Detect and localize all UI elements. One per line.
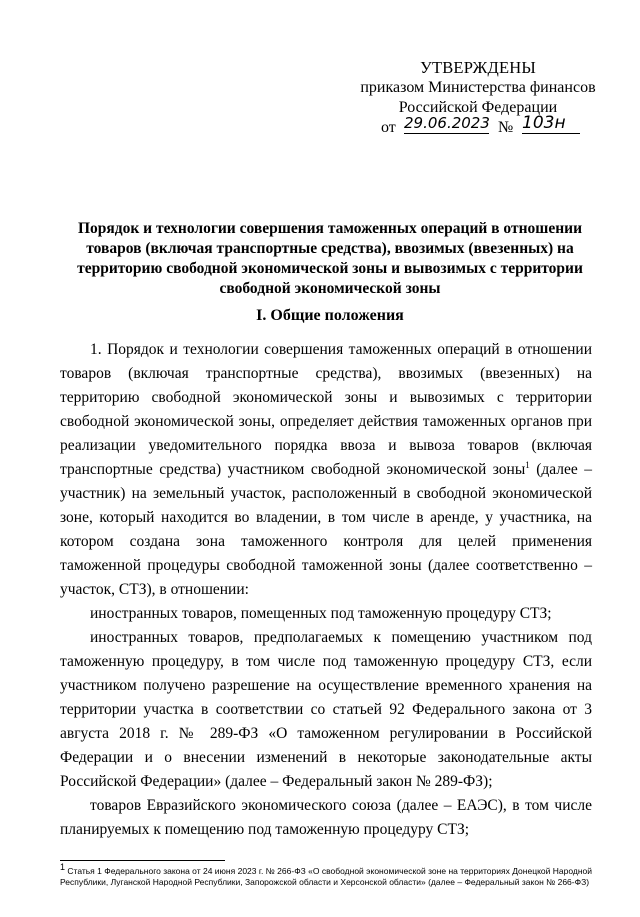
- approval-block: [360, 58, 596, 140]
- paragraph-1: [60, 338, 592, 602]
- footnote-text: Статья 1 Федерального закона от 24 июня 2023 г. № 266-ФЗ «О свободной экономической зоне на территориях Донецкой Народной Республики, Луганской Народной Республики, Запорожской области и Херсонской области» (далее – Федеральный закон № 266-ФЗ): [60, 866, 592, 887]
- handwritten-order-number: 103н: [522, 113, 580, 134]
- approval-heading: УТВЕРЖДЕНЫ: [420, 58, 536, 77]
- paragraph-1-text-cont: (далее – участник) на земельный участок, расположенный в свободной экономической зоне, который находится во владении, в том числе в аренде, у участника, на котором создана зона таможенного контроля для целей применения таможенной процедуры свободной таможенной зоны (далее соответственно – участок, СТЗ), в отношении:: [60, 461, 593, 598]
- document-title: Порядок и технологии совершения таможенных операций в отношении товаров (включая транспортные средства), ввозимых (ввезенных) на территорию свободной экономической зоны и вывозимых с территории свободной экономической зоны: [77, 220, 583, 297]
- approval-line-federation: Российской Федерации: [398, 99, 558, 116]
- number-prefix: №: [498, 119, 514, 136]
- footnote-reference: 1: [525, 459, 530, 470]
- handwritten-date: 29.06.2023: [404, 114, 490, 132]
- paragraph-2: иностранных товаров, помещенных под таможенную процедуру СТЗ;: [90, 605, 552, 622]
- approval-line-ministry: приказом Министерства финансов: [360, 79, 596, 96]
- footnote-marker: 1: [60, 862, 66, 873]
- section-heading: I. Общие положения: [256, 307, 404, 324]
- paragraph-3: иностранных товаров, предполагаемых к помещению участником под таможенную процедуру, в том числе под таможенную процедуру СТЗ, если участником получено разрешение на осуществление временного хранения на территории участка в соответствии со статьей 92 Федерального закона от 3 августа 2018 г. № 289-ФЗ «О таможенном регулировании в Российской Федерации и о внесении изменений в некоторые законодательные акты Российской Федерации» (далее – Федеральный закон № 289-ФЗ);: [60, 629, 592, 790]
- approval-date-line: [360, 113, 596, 140]
- paragraph-1-text: 1. Порядок и технологии совершения таможенных операций в отношении товаров (включая транспортные средства), ввозимых (ввезенных) на территорию свободной экономической зоны и вывозимых с территории свободной экономической зоны, определяет действия таможенных органов при реализации уведомительного порядка ввоза и вывоза товаров (включая транспортные средства) участником свободной экономической зоны: [60, 341, 592, 478]
- body-text: [60, 338, 592, 842]
- footnote-divider: [60, 860, 225, 861]
- date-prefix: от: [381, 119, 396, 136]
- footnote: [60, 862, 592, 888]
- paragraph-4: товаров Евразийского экономического союза (далее – ЕАЭС), в том числе планируемых к помещению под таможенную процедуру СТЗ;: [60, 797, 592, 838]
